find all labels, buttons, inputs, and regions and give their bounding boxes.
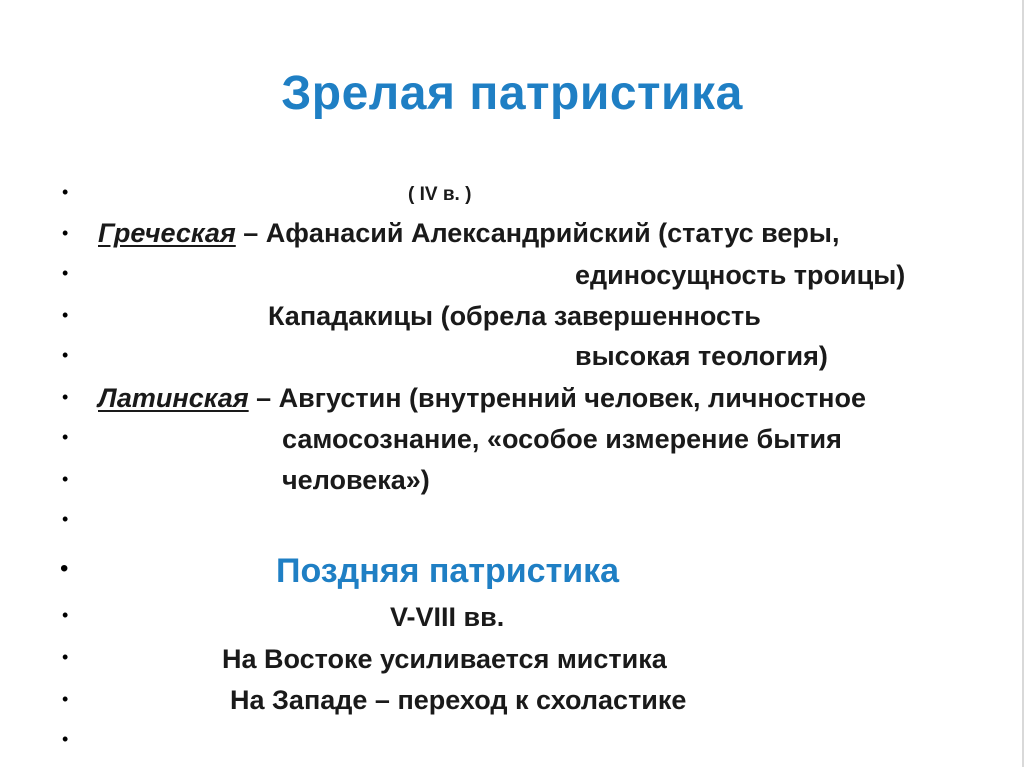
bullet-marker: • <box>62 689 69 709</box>
bullet-marker: • <box>62 387 69 407</box>
bullet-marker: • <box>62 223 69 243</box>
bullet-marker: • <box>62 345 69 365</box>
greek-line-2: единосущность троицы) <box>575 260 906 290</box>
bullet-marker: • <box>62 182 69 202</box>
slide-title: Зрелая патристика <box>281 67 743 120</box>
bullet-marker: • <box>62 469 69 489</box>
greek-line-1-text: – Афанасий Александрийский (статус веры, <box>235 218 840 248</box>
bullet-marker: • <box>60 555 69 582</box>
century-late: V-VIII вв. <box>390 602 505 632</box>
late-patristics-heading: Поздняя патристика <box>276 552 620 590</box>
east-line: На Востоке усиливается мистика <box>222 644 667 674</box>
greek-line-4: высокая теология) <box>575 341 828 371</box>
latin-line-1 <box>98 385 866 412</box>
latin-line-3: человека») <box>282 465 430 495</box>
greek-label: Греческая <box>98 218 236 248</box>
bullet-marker: • <box>62 305 69 325</box>
latin-line-1-text: – Августин (внутренний человек, личностное <box>248 383 866 413</box>
bullet-marker: • <box>62 605 69 625</box>
bullet-marker: • <box>62 427 69 447</box>
century-mature: ( IV в. ) <box>408 184 472 205</box>
west-line: На Западе – переход к схоластике <box>230 685 687 715</box>
bullet-marker: • <box>62 263 69 283</box>
latin-label: Латинская <box>98 383 249 413</box>
greek-line-1 <box>98 220 839 247</box>
bullet-marker: • <box>62 647 69 667</box>
bullet-marker: • <box>62 509 69 529</box>
greek-line-3: Кападакицы (обрела завершенность <box>268 301 761 331</box>
latin-line-2: самосознание, «особое измерение бытия <box>282 424 842 454</box>
bullet-marker: • <box>62 729 69 749</box>
